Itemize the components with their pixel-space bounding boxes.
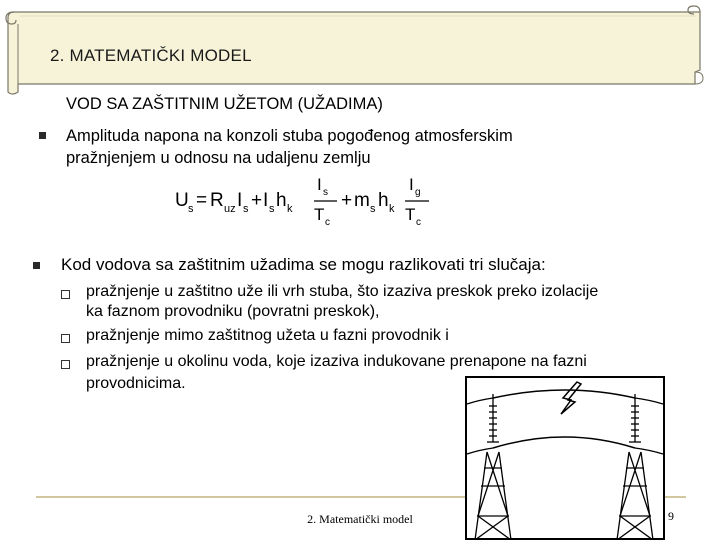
tower-lightning-illustration bbox=[465, 376, 665, 540]
section2-text: Kod vodova sa zaštitnim užadima se mogu razlikovati tri slučaja: bbox=[61, 255, 546, 274]
section1-line1: Amplituda napona na konzoli stuba pogođenog atmosferskim bbox=[66, 127, 513, 145]
page-number: 9 bbox=[668, 509, 674, 523]
formula-plus2: + bbox=[341, 190, 353, 211]
formula-U: U bbox=[175, 190, 189, 211]
square-bullet-icon bbox=[39, 132, 46, 139]
page-title: 2. MATEMATIČKI MODEL bbox=[50, 46, 252, 65]
formula-frac1-den-c: c bbox=[325, 217, 330, 228]
formula-plus1: + bbox=[251, 190, 263, 211]
formula-m: m bbox=[354, 190, 370, 211]
checkbox-bullet-icon bbox=[61, 360, 70, 369]
square-bullet-icon bbox=[33, 262, 40, 269]
list-item-1-line2: ka faznom provodniku (povratni preskok), bbox=[86, 303, 380, 320]
formula-s2: s bbox=[243, 203, 249, 215]
formula-k2: k bbox=[389, 203, 395, 215]
formula-k1: k bbox=[287, 203, 293, 215]
formula-h1: h bbox=[276, 190, 287, 211]
footer-text: 2. Matematički model bbox=[307, 512, 413, 526]
formula-s4: s bbox=[370, 203, 376, 215]
formula-eq: = bbox=[196, 190, 208, 211]
list-item-1-line1: pražnjenje u zaštitno uže ili vrh stuba, što izaziva preskok preko izolacije bbox=[86, 283, 599, 300]
formula-frac1-num-I: I bbox=[317, 175, 322, 194]
formula-frac2-den-T: T bbox=[405, 205, 416, 224]
formula bbox=[175, 172, 435, 228]
formula-frac1-den-T: T bbox=[314, 205, 325, 224]
list-item-3-line1: pražnjenje u okolinu voda, koje izaziva indukovane prenapone na fazni bbox=[86, 353, 587, 370]
list-item-2-line1: pražnjenje mimo zaštitnog užeta u fazni provodnik i bbox=[86, 327, 449, 344]
formula-frac1-num-s: s bbox=[323, 187, 328, 198]
formula-frac2-num-g: g bbox=[415, 187, 421, 198]
section1-line2: pražnjenjem u odnosu na udaljenu zemlju bbox=[66, 149, 371, 167]
formula-R: R bbox=[210, 190, 224, 211]
checkbox-bullet-icon bbox=[61, 334, 70, 343]
formula-I1: I bbox=[237, 190, 243, 211]
formula-h2: h bbox=[378, 190, 389, 211]
formula-I2: I bbox=[263, 190, 269, 211]
list-item-3-line2: provodnicima. bbox=[86, 375, 186, 392]
section-heading: VOD SA ZAŠTITNIM UŽETOM (UŽADIMA) bbox=[66, 95, 383, 113]
formula-uz: uz bbox=[224, 203, 236, 215]
formula-frac2-den-c: c bbox=[416, 217, 421, 228]
formula-frac2-num-I: I bbox=[409, 175, 414, 194]
checkbox-bullet-icon bbox=[61, 290, 70, 299]
formula-s3: s bbox=[269, 203, 275, 215]
formula-s1: s bbox=[188, 203, 194, 215]
